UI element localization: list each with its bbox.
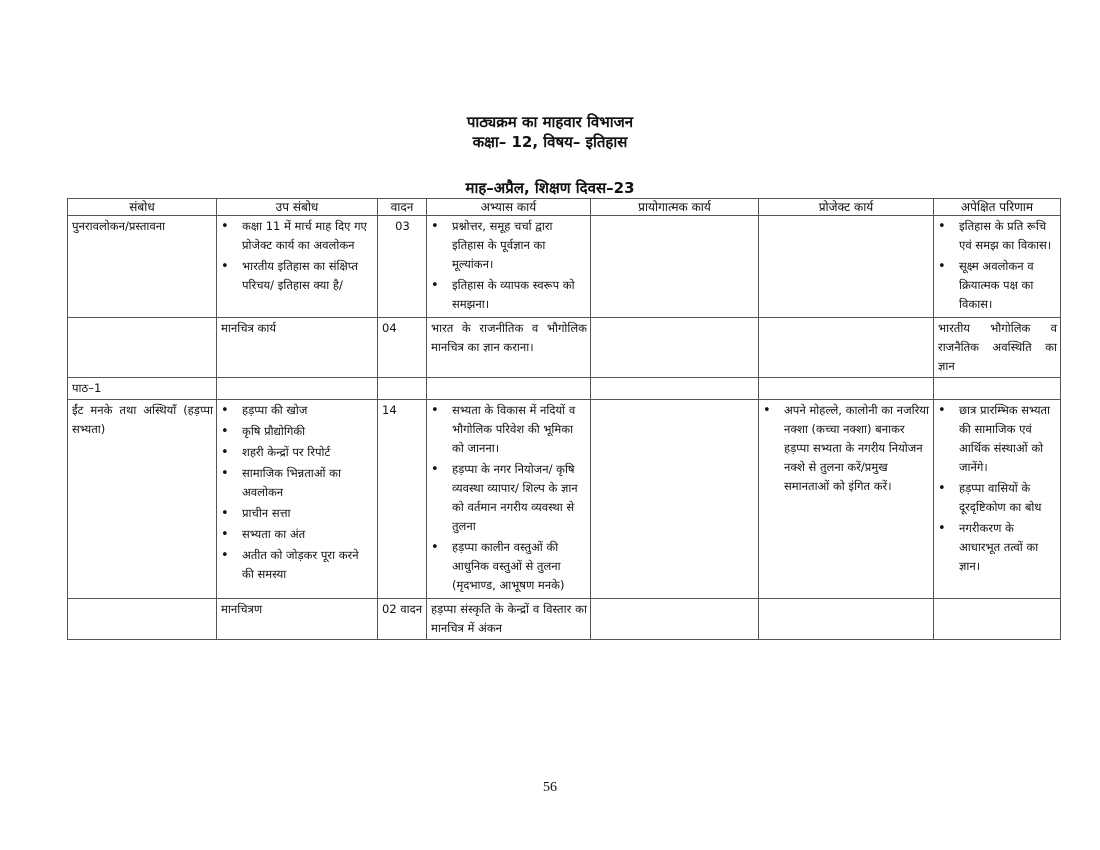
project-cell	[759, 216, 934, 318]
list-item: • कृषि प्रौद्योगिकी	[221, 422, 374, 441]
practical-cell	[591, 599, 759, 640]
periods-cell: 14	[378, 400, 427, 599]
list-item: • हड़प्पा के नगर नियोजन/ कृषि व्यवस्था व्यापार/ शिल्प के ज्ञान को वर्तमान नगरीय व्यवस्था से तुलना	[431, 460, 587, 536]
periods-cell: 04	[378, 318, 427, 378]
column-header: प्रायोगात्मक कार्य	[591, 199, 759, 216]
syllabus-table	[67, 198, 1061, 640]
outcome-cell	[934, 216, 1061, 318]
list-item: • इतिहास के प्रति रूचि एवं समझ का विकास।	[938, 217, 1057, 255]
month-teaching-days: माह–अप्रैल, शिक्षण दिवस–23	[465, 179, 635, 197]
column-header: अपेक्षित परिणाम	[934, 199, 1061, 216]
project-cell	[759, 400, 934, 599]
column-header: अभ्यास कार्य	[427, 199, 591, 216]
concept-cell: पाठ–1	[68, 378, 217, 400]
column-header: वादन	[378, 199, 427, 216]
subconcept-cell	[217, 378, 378, 400]
list-item: • कक्षा 11 में मार्च माह दिए गए प्रोजेक्ट कार्य का अवलोकन	[221, 217, 374, 255]
list-item: • सूक्ष्म अवलोकन व क्रियात्मक पक्ष का विकास।	[938, 257, 1057, 314]
list-item: • अपने मोहल्ले, कालोनी का नजरिया नक्शा (कच्चा नक्शा) बनाकर हड़प्पा सभ्यता के नगरीय नियोजन नक्शे से तुलना करें/प्रमुख समानताओं को इंगित करें।	[763, 401, 930, 496]
subconcept-cell: मानचित्रण	[217, 599, 378, 640]
outcome-cell	[934, 378, 1061, 400]
list-item: • इतिहास के व्यापक स्वरूप को समझना।	[431, 276, 587, 314]
outcome-cell	[934, 599, 1061, 640]
practical-cell	[591, 318, 759, 378]
concept-cell: पुनरावलोकन/प्रस्तावना	[68, 216, 217, 318]
exercise-cell: हड़प्पा संस्कृति के केन्द्रों व विस्तार का मानचित्र में अंकन	[427, 599, 591, 640]
list-item: • हड़प्पा कालीन वस्तुओं की आधुनिक वस्तुओं से तुलना (मृदभाण्ड, आभूषण मनके)	[431, 538, 587, 595]
practical-cell	[591, 216, 759, 318]
page-number: 56	[543, 780, 557, 795]
outcome-cell	[934, 400, 1061, 599]
table-row	[68, 216, 1061, 318]
project-cell	[759, 599, 934, 640]
periods-cell: 03	[378, 216, 427, 318]
list-item: • शहरी केन्द्रों पर रिपोर्ट	[221, 443, 374, 462]
outcome-cell: भारतीय भौगोलिक व राजनैतिक अवस्थिति का ज्ञान	[934, 318, 1061, 378]
class-subject-line: कक्षा– 12, विषय– इतिहास	[472, 133, 628, 151]
list-item: • अतीत को जोड़कर पूरा करने की समस्या	[221, 546, 374, 584]
practical-cell	[591, 378, 759, 400]
document-title: पाठ्यक्रम का माहवार विभाजन	[466, 113, 634, 131]
list-item: • हड़प्पा की खोज	[221, 401, 374, 420]
column-header: प्रोजेक्ट कार्य	[759, 199, 934, 216]
list-item: • हड़प्पा वासियों के दूरदृष्टिकोण का बोध	[938, 479, 1057, 517]
subconcept-cell	[217, 400, 378, 599]
exercise-cell	[427, 378, 591, 400]
exercise-cell	[427, 400, 591, 599]
list-item: • प्रश्नोत्तर, समूह चर्चा द्वारा इतिहास के पूर्वज्ञान का मूल्यांकन।	[431, 217, 587, 274]
list-item: • नगरीकरण के आधारभूत तत्वों का ज्ञान।	[938, 519, 1057, 576]
subconcept-cell	[217, 216, 378, 318]
list-item: • भारतीय इतिहास का संक्षिप्त परिचय/ इतिहास क्या है/	[221, 257, 374, 295]
periods-cell: 02 वादन	[378, 599, 427, 640]
project-cell	[759, 378, 934, 400]
table-row	[68, 318, 1061, 378]
concept-cell	[68, 599, 217, 640]
practical-cell	[591, 400, 759, 599]
list-item: • सामाजिक भिन्नताओं का अवलोकन	[221, 464, 374, 502]
list-item: • छात्र प्रारम्भिक सभ्यता की सामाजिक एवं आर्थिक संस्थाओं को जानेंगे।	[938, 401, 1057, 477]
column-header: उप संबोध	[217, 199, 378, 216]
column-header: संबोध	[68, 199, 217, 216]
exercise-cell: भारत के राजनीतिक व भौगोलिक मानचित्र का ज्ञान कराना।	[427, 318, 591, 378]
periods-cell	[378, 378, 427, 400]
exercise-cell	[427, 216, 591, 318]
table-row	[68, 599, 1061, 640]
concept-cell	[68, 318, 217, 378]
list-item: • सभ्यता का अंत	[221, 525, 374, 544]
concept-cell: ईंट मनके तथा अस्थियाँ (हड़प्पा सभ्यता)	[68, 400, 217, 599]
list-item: • सभ्यता के विकास में नदियों व भौगोलिक परिवेश की भूमिका को जानना।	[431, 401, 587, 458]
subconcept-cell: मानचित्र कार्य	[217, 318, 378, 378]
table-row	[68, 400, 1061, 599]
project-cell	[759, 318, 934, 378]
table-row	[68, 378, 1061, 400]
table-header-row	[68, 199, 1061, 216]
list-item: • प्राचीन सत्ता	[221, 504, 374, 523]
